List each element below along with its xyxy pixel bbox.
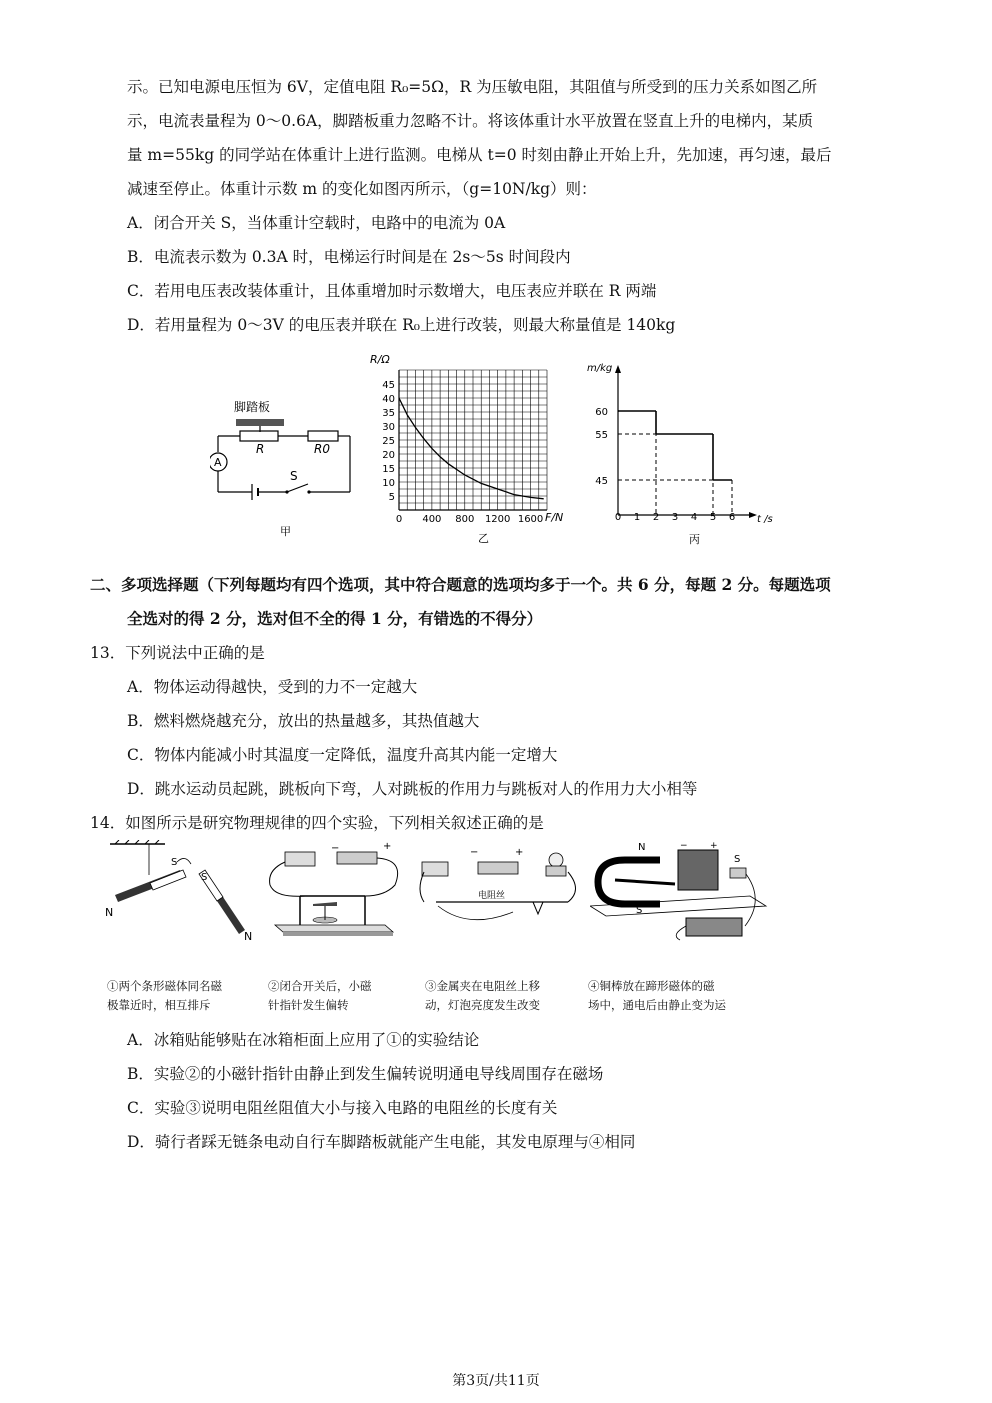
exp1-s1: S <box>171 857 178 868</box>
caption-yi: 乙 <box>478 532 489 545</box>
bing-y-tick: 60 <box>595 407 608 418</box>
bing-xlabel: t /s <box>757 514 773 525</box>
yi-y-tick: 5 <box>388 492 395 503</box>
chart-r-vs-f <box>362 350 577 545</box>
exp3-plus: + <box>515 847 524 858</box>
bing-y-arrow <box>615 365 621 373</box>
bing-x-tick: 5 <box>709 512 717 523</box>
yi-xlabel: F/N <box>545 511 564 524</box>
yi-x-tick: 0 <box>395 514 403 525</box>
exp2-minus: − <box>331 843 340 854</box>
exp3-caption-2: 动，灯泡亮度发生改变 <box>425 998 540 1012</box>
light-bulb <box>549 853 563 867</box>
yi-x-tick: 1600 <box>517 514 544 525</box>
resistor-r0 <box>308 431 338 441</box>
compass-needle <box>313 902 337 906</box>
yi-y-tick: 25 <box>382 436 395 447</box>
yi-y-tick: 40 <box>382 394 395 405</box>
resistor-r <box>240 431 278 441</box>
battery-pack <box>678 850 718 890</box>
exp4-caption-2: 场中，通电后由静止变为运 <box>588 998 726 1012</box>
q14-option-a: A．冰箱贴能够贴在冰箱柜面上应用了①的实验结论 <box>127 1031 480 1049</box>
intro-line-2: 示，电流表量程为 0～0.6A，脚踏板重力忽略不计。将该体重计水平放置在竖直上升的电梯内，某质 <box>127 112 814 130</box>
pedal-label: 脚踏板 <box>234 400 271 414</box>
q12-option-d: D．若用量程为 0～3V 的电压表并联在 R₀上进行改装，则最大称量值是 140kg <box>127 316 676 334</box>
caption-bing: 丙 <box>689 533 700 545</box>
section2-heading-line-1: 二、多项选择题（下列每题均有四个选项，其中符合题意的选项均多于一个。共 6 分，每题 2 分。每题选项 <box>90 575 831 594</box>
exp1-n1: N <box>105 906 114 919</box>
section2-heading-line-2: 全选对的得 2 分，选对但不全的得 1 分，有错选的不得分） <box>127 609 543 628</box>
q14-option-d: D．骑行者踩无链条电动自行车脚踏板就能产生电能，其发电原理与④相同 <box>127 1133 636 1151</box>
copper-rod <box>615 880 675 884</box>
yi-ylabel: R/Ω <box>370 353 390 366</box>
yi-y-tick: 20 <box>382 450 395 461</box>
bing-y-tick: 45 <box>595 476 608 487</box>
bing-x-tick: 0 <box>614 512 622 523</box>
exp2-caption-2: 针指针发生偏转 <box>268 998 349 1012</box>
rheostat <box>686 918 742 936</box>
bing-x-arrow <box>749 512 757 518</box>
bing-y-tick: 55 <box>595 430 608 441</box>
yi-y-tick: 15 <box>382 464 395 475</box>
exp4-minus: − <box>680 841 688 851</box>
pedal-plate <box>236 419 284 426</box>
exp1-caption-2: 极靠近时，相互排斥 <box>107 998 211 1012</box>
yi-curve <box>399 398 544 499</box>
yi-y-tick: 45 <box>382 380 395 391</box>
q13-option-c: C．物体内能减小时其温度一定降低，温度升高其内能一定增大 <box>127 746 558 764</box>
exp4-switch-s: S <box>734 854 741 865</box>
bing-x-tick: 4 <box>690 512 698 523</box>
label-r0: R0 <box>314 442 330 456</box>
exp2-caption-1: ②闭合开关后，小磁 <box>268 979 372 993</box>
intro-line-1: 示。已知电源电压恒为 6V，定值电阻 R₀=5Ω，R 为压敏电阻，其阻值与所受到的压力关系如图乙所 <box>127 78 818 96</box>
yi-x-tick: 1200 <box>484 514 511 525</box>
q14-option-b: B．实验②的小磁针指针由静止到发生偏转说明通电导线周围存在磁场 <box>127 1065 604 1083</box>
q12-option-a: A．闭合开关 S，当体重计空载时，电路中的电流为 0A <box>127 214 506 232</box>
yi-y-tick: 35 <box>382 408 395 419</box>
experiment-3-resistance-wire <box>418 840 588 945</box>
experiment-4-motor <box>590 840 770 955</box>
bing-x-tick: 3 <box>671 512 679 523</box>
q13-option-b: B．燃料燃烧越充分，放出的热量越多，其热值越大 <box>127 712 480 730</box>
page-footer: 第3页/共11页 <box>452 1373 540 1389</box>
switch-blade <box>287 484 308 492</box>
intro-line-3: 量 m=55kg 的同学站在体重计上进行监测。电梯从 t=0 时刻由静止开始上升，先加速，再匀速，最后 <box>127 146 832 164</box>
q12-option-b: B．电流表示数为 0.3A 时，电梯运行时间是在 2s～5s 时间段内 <box>127 248 571 266</box>
switch-label: S <box>290 469 298 483</box>
exp4-s: S <box>636 905 643 916</box>
exp4-caption-1: ④铜棒放在蹄形磁体的磁 <box>588 979 715 993</box>
exp3-wire-label: 电阻丝 <box>478 891 506 901</box>
chart-m-vs-t <box>585 355 785 545</box>
exp1-n2: N <box>244 930 253 943</box>
experiment-1-magnets <box>105 840 265 945</box>
exp3-minus: − <box>470 847 479 858</box>
q13-stem: 13．下列说法中正确的是 <box>90 644 265 662</box>
q12-option-c: C．若用电压表改装体重计，且体重增加时示数增大，电压表应并联在 R 两端 <box>127 282 657 300</box>
bing-x-tick: 1 <box>633 512 641 523</box>
exp3-caption-1: ③金属夹在电阻丝上移 <box>425 979 540 993</box>
ammeter-label: A <box>214 456 222 469</box>
q13-option-a: A．物体运动得越快，受到的力不一定越大 <box>127 678 418 696</box>
bing-ylabel: m/kg <box>587 363 613 374</box>
bing-x-tick: 2 <box>652 512 660 523</box>
q14-option-c: C．实验③说明电阻丝阻值大小与接入电路的电阻丝的长度有关 <box>127 1099 558 1117</box>
label-r: R <box>256 442 265 456</box>
yi-x-tick: 400 <box>422 514 442 525</box>
exp4-plus: + <box>710 841 718 851</box>
intro-line-4: 减速至停止。体重计示数 m 的变化如图丙所示，（g=10N/kg）则： <box>127 180 597 198</box>
circuit-diagram-jia <box>210 390 360 540</box>
exp1-s2: S <box>201 872 208 883</box>
experiment-2-oersted <box>265 840 415 945</box>
yi-y-tick: 30 <box>382 422 395 433</box>
exp4-n: N <box>638 842 646 853</box>
q13-option-d: D．跳水运动员起跳，跳板向下弯，人对跳板的作用力与跳板对人的作用力大小相等 <box>127 780 698 798</box>
exp1-caption-1: ①两个条形磁体同名磁 <box>107 979 222 993</box>
yi-y-tick: 10 <box>382 478 395 489</box>
caption-jia: 甲 <box>280 525 291 538</box>
exp2-plus: + <box>383 841 392 852</box>
q14-stem: 14．如图所示是研究物理规律的四个实验，下列相关叙述正确的是 <box>90 814 544 832</box>
bing-x-tick: 6 <box>728 512 736 523</box>
yi-x-tick: 800 <box>455 514 475 525</box>
